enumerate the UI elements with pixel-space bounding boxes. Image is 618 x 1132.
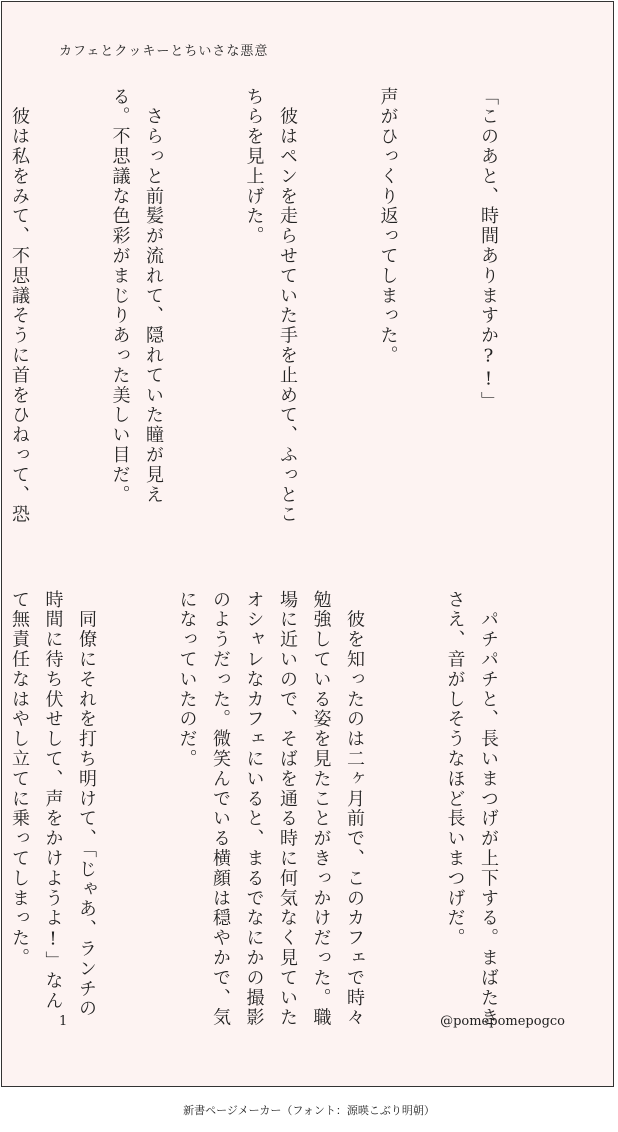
text-paragraph: 彼はペンを走らせていた手を止めて、ふっとこちらを見上げた。 (243, 87, 298, 525)
author-handle: @pomepomepogco (440, 1014, 565, 1029)
top-text-section (9, 87, 572, 527)
text-paragraph: 「このあと、時間ありますか?!」 (478, 87, 499, 412)
text-paragraph: さらっと前髪が流れて、隠れていた瞳が見える。不思議な色彩がまじりあった美しい目だ。 (109, 87, 164, 505)
text-paragraph: 声がひっくり返ってしまった。 (377, 87, 399, 366)
page-header-title: カフェとクッキーとちいさな悪意 (59, 44, 269, 59)
text-paragraph: 彼を知ったのは二ヶ月前で、このカフェで時々勉強している姿を見たことがきっかけだった。職場に近いので、そばを通る時に何気なく見ていたオシャレなカフェにいると、まるでなにかの撮影のようだった。微笑んでいる横顔は穏やかで、気になっていたのだ。 (176, 590, 365, 1028)
generator-credit: 新書ページメーカー（フォント：源暎こぶり明朝） (183, 1104, 435, 1117)
bottom-text-section (9, 590, 572, 1030)
text-paragraph: 彼は私をみて、不思議そうに首をひねって、恐 (9, 106, 30, 525)
page-number: 1 (59, 1014, 68, 1029)
text-paragraph: 同僚にそれを打ち明けて、「じゃあ、ランチの時間に待ち伏せして、声をかけようよ!」なんて無責任なはやし立てに乗ってしまった。 (9, 590, 97, 1019)
book-page (1, 1, 614, 1087)
text-paragraph: パチパチと、長いまつげが上下する。まばたきさえ、音がしそうなほど長いまつげだ。 (444, 590, 499, 1028)
